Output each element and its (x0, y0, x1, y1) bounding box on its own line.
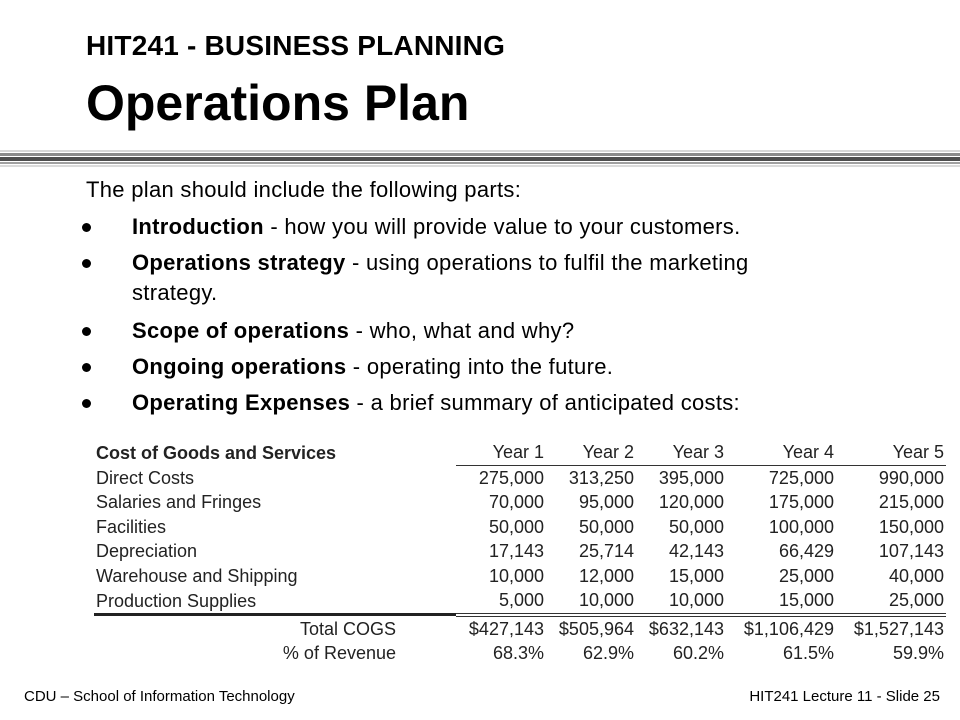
cell: 10,000 (668, 590, 724, 611)
table-row (94, 539, 946, 564)
cell: 42,143 (668, 541, 724, 562)
course-title: HIT241 - BUSINESS PLANNING (86, 30, 506, 61)
cell: 215,000 (878, 492, 944, 513)
bullet-icon (82, 399, 91, 408)
cell: 50,000 (488, 516, 544, 537)
row-label: % of Revenue (282, 643, 396, 664)
footer-institution: CDU – School of Information Technology (24, 688, 295, 705)
cell: 10,000 (578, 590, 634, 611)
cell: 990,000 (878, 467, 944, 488)
column-header: Year 5 (836, 440, 946, 465)
bullet-term: Ongoing operations (132, 354, 347, 379)
cell: $427,143 (456, 615, 546, 642)
cell: 95,000 (578, 492, 634, 513)
cell: 25,000 (888, 590, 944, 611)
table-row (94, 515, 946, 540)
cell: 70,000 (488, 492, 544, 513)
row-label: Direct Costs (96, 467, 195, 488)
title-divider (0, 150, 960, 168)
row-label: Production Supplies (96, 590, 257, 611)
cell: 50,000 (668, 516, 724, 537)
percent-row (94, 641, 946, 666)
cell: 66,429 (778, 541, 834, 562)
table-row (94, 588, 946, 615)
slide-title: Operations Plan (86, 75, 470, 131)
table-header-row (94, 440, 946, 465)
table-row (94, 564, 946, 589)
bullet-desc: - using operations to fulfil the marketing strategy. (132, 250, 749, 305)
bullet-desc: - who, what and why? (349, 318, 575, 343)
bullet-desc: - how you will provide value to your customers. (263, 214, 741, 239)
bullet-icon (82, 223, 91, 232)
cell: 68.3% (492, 643, 544, 664)
cell: 15,000 (778, 590, 834, 611)
cell: $1,106,429 (726, 615, 836, 642)
column-header: Year 2 (546, 440, 636, 465)
cell: 50,000 (578, 516, 634, 537)
row-label: Total COGS (94, 615, 456, 642)
cell: 5,000 (498, 590, 544, 611)
cell: 313,250 (568, 467, 634, 488)
cell: 175,000 (768, 492, 834, 513)
bullet-icon (82, 327, 91, 336)
cell: 25,000 (778, 565, 834, 586)
cell: 725,000 (768, 467, 834, 488)
cell: 275,000 (478, 467, 544, 488)
bullet-term: Introduction (132, 214, 264, 239)
bullet-term: Operating Expenses (132, 390, 351, 415)
intro-text: The plan should include the following parts: (86, 177, 522, 202)
cell: 59.9% (892, 643, 944, 664)
cell: 120,000 (658, 492, 724, 513)
row-label: Salaries and Fringes (96, 492, 262, 513)
column-header: Year 3 (636, 440, 726, 465)
cell: 60.2% (672, 643, 724, 664)
cost-table (94, 440, 946, 666)
cell: 17,143 (488, 541, 544, 562)
cell: 150,000 (878, 516, 944, 537)
row-label: Facilities (96, 516, 167, 537)
table-row (94, 490, 946, 515)
column-header: Year 1 (456, 440, 546, 465)
cell: 25,714 (578, 541, 634, 562)
bullet-icon (82, 363, 91, 372)
row-label: Warehouse and Shipping (96, 565, 298, 586)
cell: 15,000 (668, 565, 724, 586)
cell: 62.9% (582, 643, 634, 664)
bullet-desc: - operating into the future. (346, 354, 614, 379)
table-title: Cost of Goods and Services (96, 442, 337, 463)
bullet-term: Scope of operations (132, 318, 350, 343)
cell: 107,143 (878, 541, 944, 562)
footer-slide-number: HIT241 Lecture 11 - Slide 25 (749, 688, 940, 705)
cell: 10,000 (488, 565, 544, 586)
cell: 100,000 (768, 516, 834, 537)
row-label: Depreciation (96, 541, 198, 562)
cell: $1,527,143 (836, 615, 946, 642)
table-row (94, 465, 946, 490)
cell: $505,964 (546, 615, 636, 642)
column-header: Year 4 (726, 440, 836, 465)
bullet-icon (82, 259, 91, 268)
total-row (94, 615, 946, 642)
bullet-term: Operations strategy (132, 250, 346, 275)
bullet-desc: - a brief summary of anticipated costs: (350, 390, 740, 415)
cell: $632,143 (636, 615, 726, 642)
cell: 40,000 (888, 565, 944, 586)
cell: 61.5% (782, 643, 834, 664)
cell: 12,000 (578, 565, 634, 586)
cell: 395,000 (658, 467, 724, 488)
